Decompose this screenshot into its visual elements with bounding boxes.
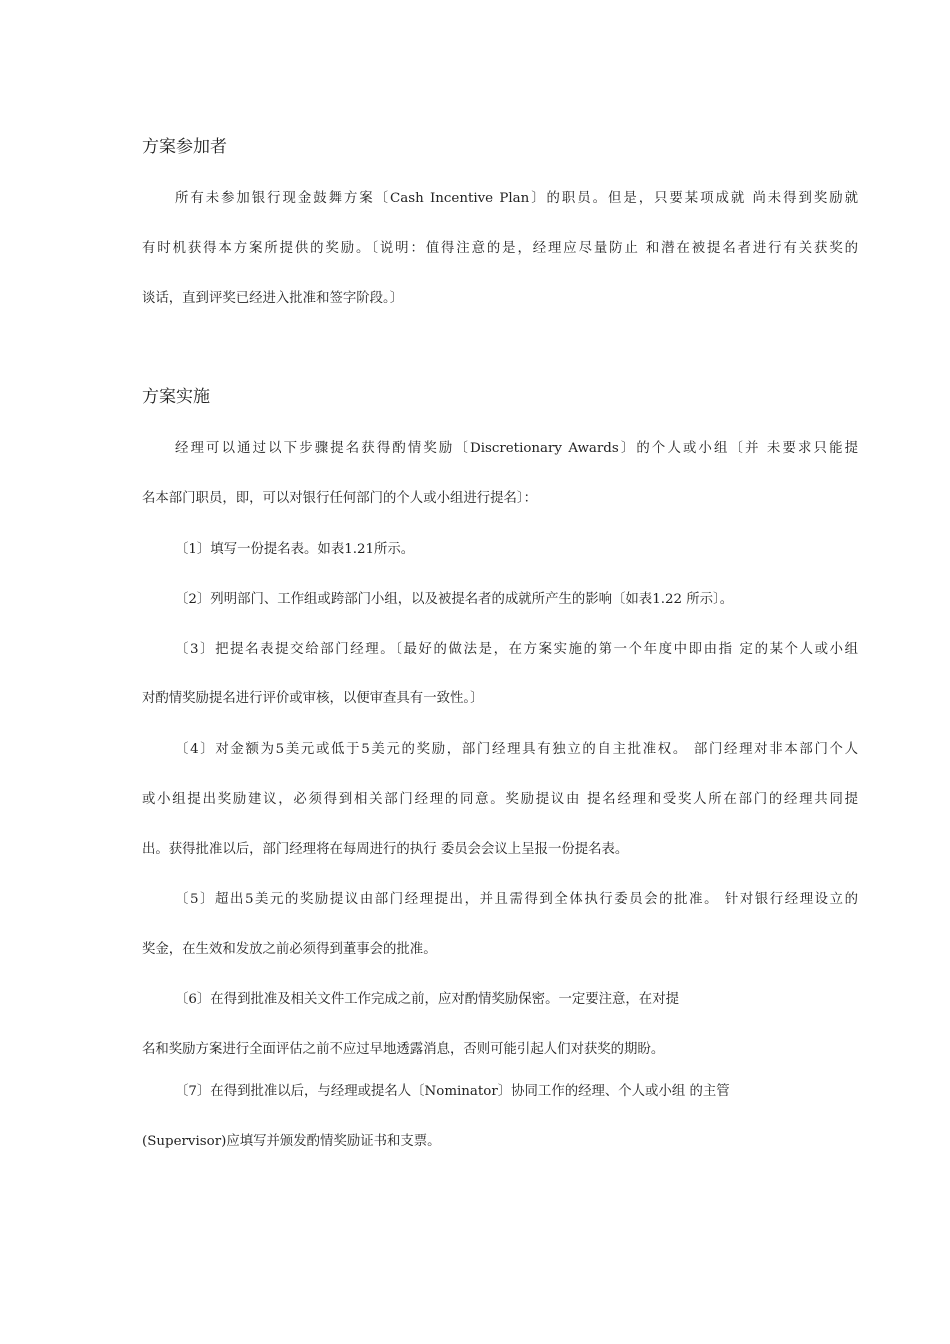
step-1: 〔1〕填写一份提名表。如表1.21所示。 [175,542,415,557]
section-heading-implementation: 方案实施 [142,387,210,407]
step-6-line: 〔6〕在得到批准及相关文件工作完成之前，应对酌情奖励保密。一定要注意，在对提 [175,992,679,1007]
paragraph-line: 谈话，直到评奖已经进入批准和签字阶段。〕 [142,291,404,306]
paragraph-line: 经理可以通过以下步骤提名获得酌情奖励〔Discretionary Awards〕的个人或小组〔并 未要求只能提 [175,441,858,456]
step-4-line: 〔4〕对金额为5美元或低于5美元的奖励，部门经理具有独立的自主批准权。 部门经理对非本部门个人 [175,742,858,757]
step-2: 〔2〕列明部门、工作组或跨部门小组，以及被提名者的成就所产生的影响〔如表1.22 所示〕。 [175,592,734,607]
step-5-line: 〔5〕超出5美元的奖励提议由部门经理提出，并且需得到全体执行委员会的批准。 针对银行经理设立的 [175,892,858,907]
step-4-line: 出。获得批准以后，部门经理将在每周进行的执行 委员会会议上呈报一份提名表。 [142,842,629,857]
step-3-line: 〔3〕把提名表提交给部门经理。〔最好的做法是，在方案实施的第一个年度中即由指 定的某个人或小组 [175,642,858,657]
paragraph-line: 名本部门职员，即，可以对银行任何部门的个人或小组进行提名〕： [142,491,538,506]
step-7-line: 〔7〕在得到批准以后，与经理或提名人〔Nominator〕协同工作的经理、个人或小组 的主管 [175,1084,730,1099]
step-6-line: 名和奖励方案进行全面评估之前不应过早地透露消息，否则可能引起人们对获奖的期盼。 [142,1042,665,1057]
paragraph-line: 所有未参加银行现金鼓舞方案〔Cash Incentive Plan〕的职员。但是，只要某项成就 尚未得到奖励就 [175,191,858,206]
step-5-line: 奖金，在生效和发放之前必须得到董事会的批准。 [142,942,437,957]
step-3-line: 对酌情奖励提名进行评价或审核，以便审查具有一致性。〕 [142,691,484,706]
step-4-line: 或小组提出奖励建议，必须得到相关部门经理的同意。奖励提议由 提名经理和受奖人所在部门的经理共同提 [142,792,858,807]
paragraph-line: 有时机获得本方案所提供的奖励。〔说明：值得注意的是，经理应尽量防止 和潜在被提名者进行有关获奖的 [142,241,858,256]
step-7-line: (Supervisor)应填写并颁发酌情奖励证书和支票。 [142,1134,441,1149]
section-heading-participants: 方案参加者 [142,137,227,157]
